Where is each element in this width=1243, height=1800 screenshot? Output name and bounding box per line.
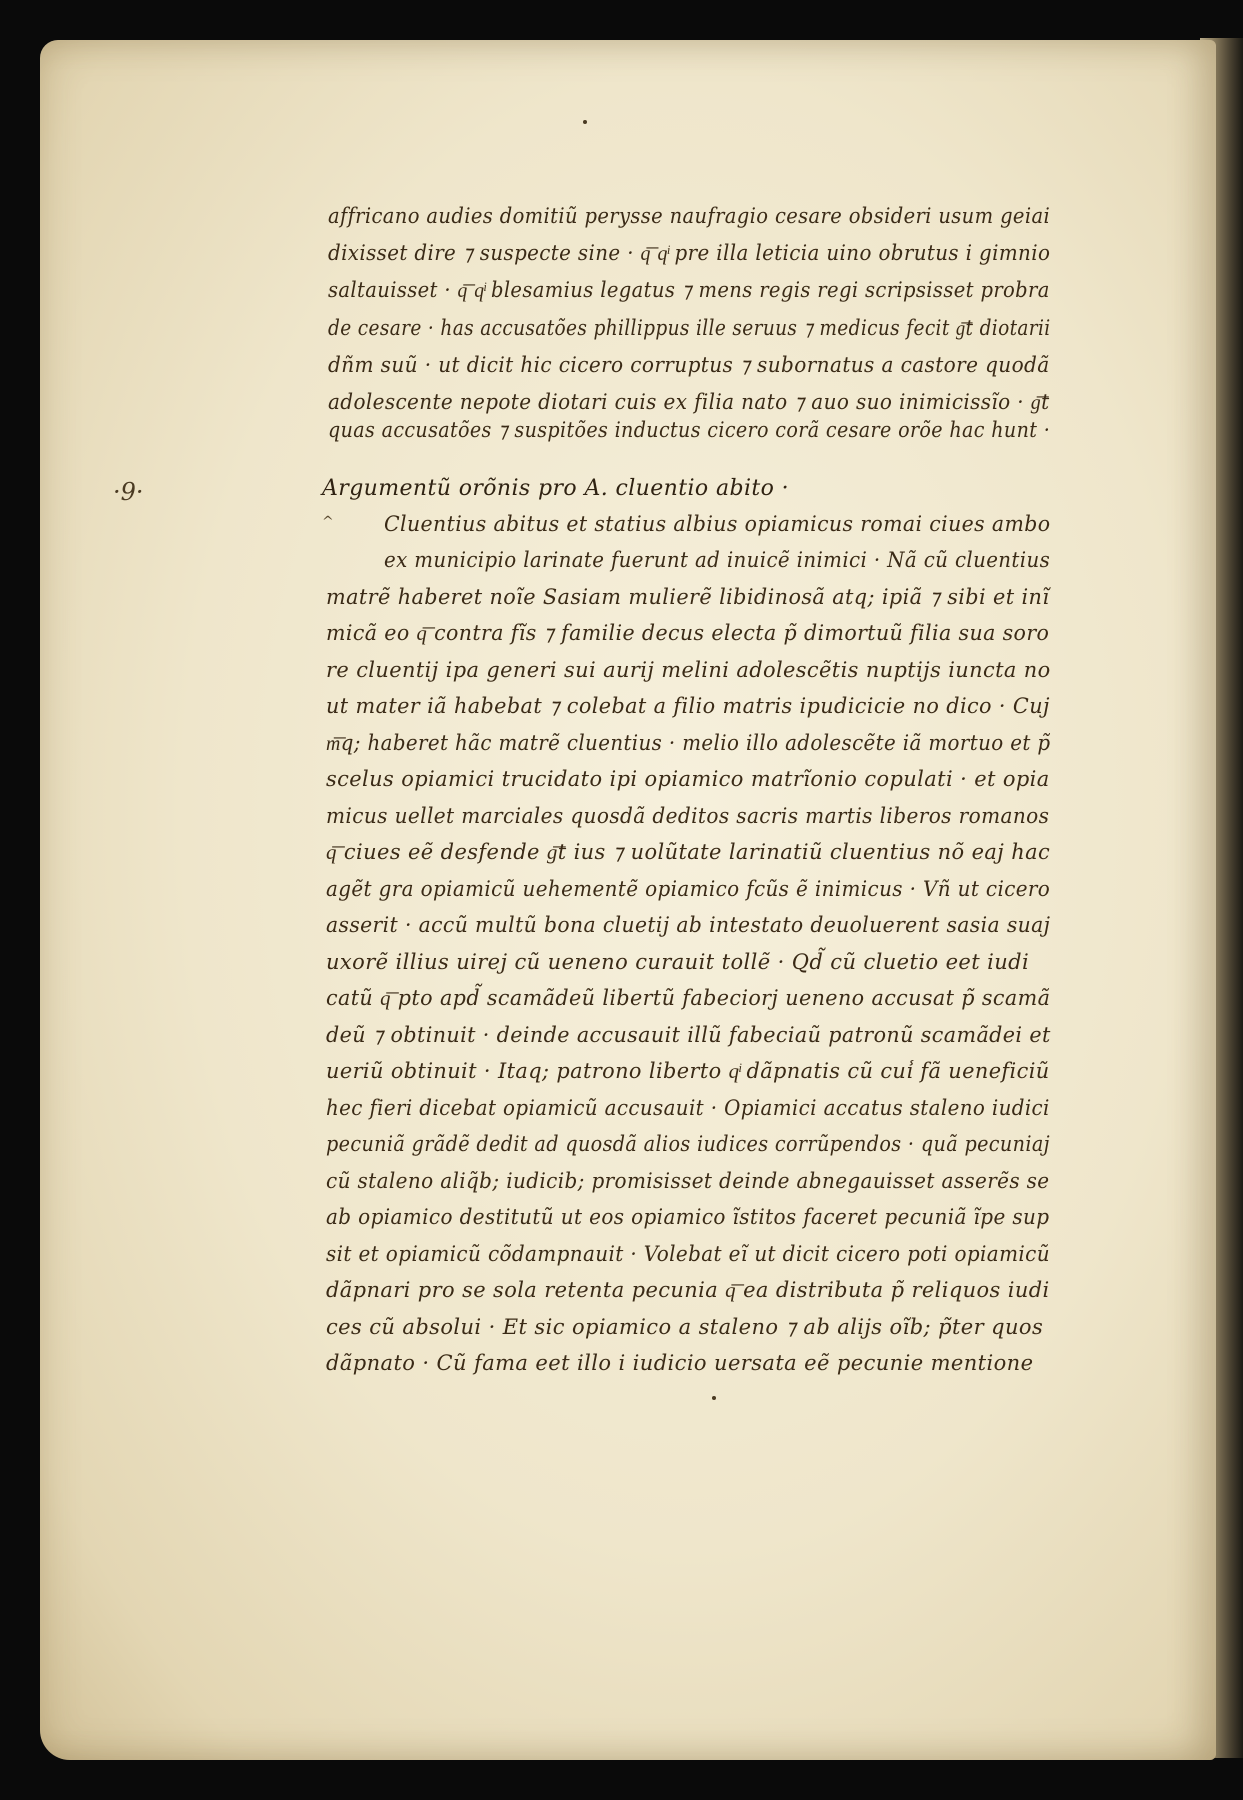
text-line: dãpnari pro se sola retenta pecunia q͞ ea distributa p̃ reliquos iudi bbox=[326, 1278, 1050, 1302]
text-line: agẽt gra opiamicũ uehementẽ opiamico fcũs ẽ inimicus · Vñ ut cicero bbox=[326, 877, 1051, 901]
text-line: re cluentij ipa generi sui aurij melini adolescẽtis nuptijs iuncta no bbox=[326, 658, 1051, 682]
text-line: scelus opiamici trucidato ipi opiamico matrĩonio copulati · et opia bbox=[326, 767, 1050, 791]
text-line: micã eo q͞ contra fĩs ⁊ familie decus electa p̃ dimortuũ filia sua soro bbox=[326, 621, 1050, 645]
text-line: dãpnato · Cũ fama eet illo i iudicio uersata eẽ pecunie mentione bbox=[326, 1351, 1034, 1375]
text-line: sit et opiamicũ cõdampnauit · Volebat eĩ ut dicit cicero poti opiamicũ bbox=[326, 1242, 1050, 1266]
text-line: pecuniã grãdẽ dedit ad quosdã alios iudices corrũpendos · quã pecuniaj bbox=[326, 1132, 1050, 1156]
text-line: dñm suũ · ut dicit hic cicero corruptus ⁊ subornatus a castore quodã bbox=[328, 353, 1050, 377]
text-line: q͞ ciues eẽ desfende g͞t ius ⁊ uolũtate larinatiũ cluentius nõ eaj hac bbox=[326, 840, 1051, 864]
text-line: dixisset dire ⁊ suspecte sine · q͞ qͥ pre illa leticia uino obrutus i gimnio bbox=[328, 241, 1051, 265]
paragraph-marker: ^ bbox=[322, 514, 334, 530]
text-line: deũ ⁊ obtinuit · deinde accusauit illũ fabeciaũ patronũ scamãdei et bbox=[326, 1023, 1051, 1047]
text-line: saltauisset · q͞ qͥ blesamius legatus ⁊ mens regis regi scripsisset probra bbox=[328, 278, 1050, 302]
text-line: quas accusatões ⁊ suspitões inductus cicero corã cesare orõe hac hunt · bbox=[328, 418, 1051, 442]
margin-note: ·9· bbox=[113, 478, 144, 506]
text-line: ex municipio larinate fuerunt ad inuicẽ inimici · Nã cũ cluentius bbox=[384, 548, 1051, 572]
text-line: adolescente nepote diotari cuis ex filia nato ⁊ auo suo inimicissĩo · g͞t bbox=[328, 390, 1050, 414]
text-line: ueriũ obtinuit · Itaq; patrono liberto qͥ dãpnatis cũ cui̾ fã ueneficiũ bbox=[326, 1059, 1050, 1083]
text-line: ut mater iã habebat ⁊ colebat a filio matris ipudicicie no dico · Cuj bbox=[326, 694, 1050, 718]
text-line: ces cũ absolui · Et sic opiamico a staleno ⁊ ab alijs oĩb; p̃ter quos bbox=[326, 1315, 1044, 1339]
ink-dot bbox=[583, 120, 587, 124]
text-line: hec fieri dicebat opiamicũ accusauit · Opiamici accatus staleno iudici bbox=[326, 1096, 1050, 1120]
text-line: uxorẽ illius uirej cũ ueneno curauit tollẽ · Qd̃ cũ cluetio eet iudi bbox=[326, 950, 1030, 974]
text-line: Cluentius abitus et statius albius opiamicus romai ciues ambo bbox=[384, 512, 1051, 536]
text-line: cũ staleno aliq̃b; iudicib; promisisset deinde abnegauisset asserẽs se bbox=[326, 1169, 1050, 1193]
ink-dot bbox=[712, 1396, 716, 1400]
section-heading: Argumentũ orõnis pro A. cluentio abito · bbox=[322, 476, 790, 501]
text-line: asserit · accũ multũ bona cluetij ab intestato deuoluerent sasia suaj bbox=[326, 913, 1051, 937]
text-line: de cesare · has accusatões phillippus ille seruus ⁊ medicus fecit g͞t diotarii bbox=[328, 316, 1051, 340]
text-line: matrẽ haberet noĩe Sasiam mulierẽ libidinosã atq; ipiã ⁊ sibi et inĩ bbox=[326, 585, 1050, 609]
text-line: micus uellet marciales quosdã deditos sacris martis liberos romanos bbox=[326, 804, 1050, 828]
text-line: affricano audies domitiũ perysse naufragio cesare obsideri usum geiai bbox=[328, 204, 1051, 228]
text-line: ab opiamico destitutũ ut eos opiamico ĩstitos faceret pecuniã ĩpe sup bbox=[326, 1205, 1050, 1229]
text-line: catũ q͞ pto apd̃ scamãdeũ libertũ fabeciorj ueneno accusat p̃ scamã bbox=[326, 986, 1051, 1010]
text-line: m͞q; haberet hãc matrẽ cluentius · melio illo adolescẽte iã mortuo et p̃ bbox=[326, 731, 1051, 755]
